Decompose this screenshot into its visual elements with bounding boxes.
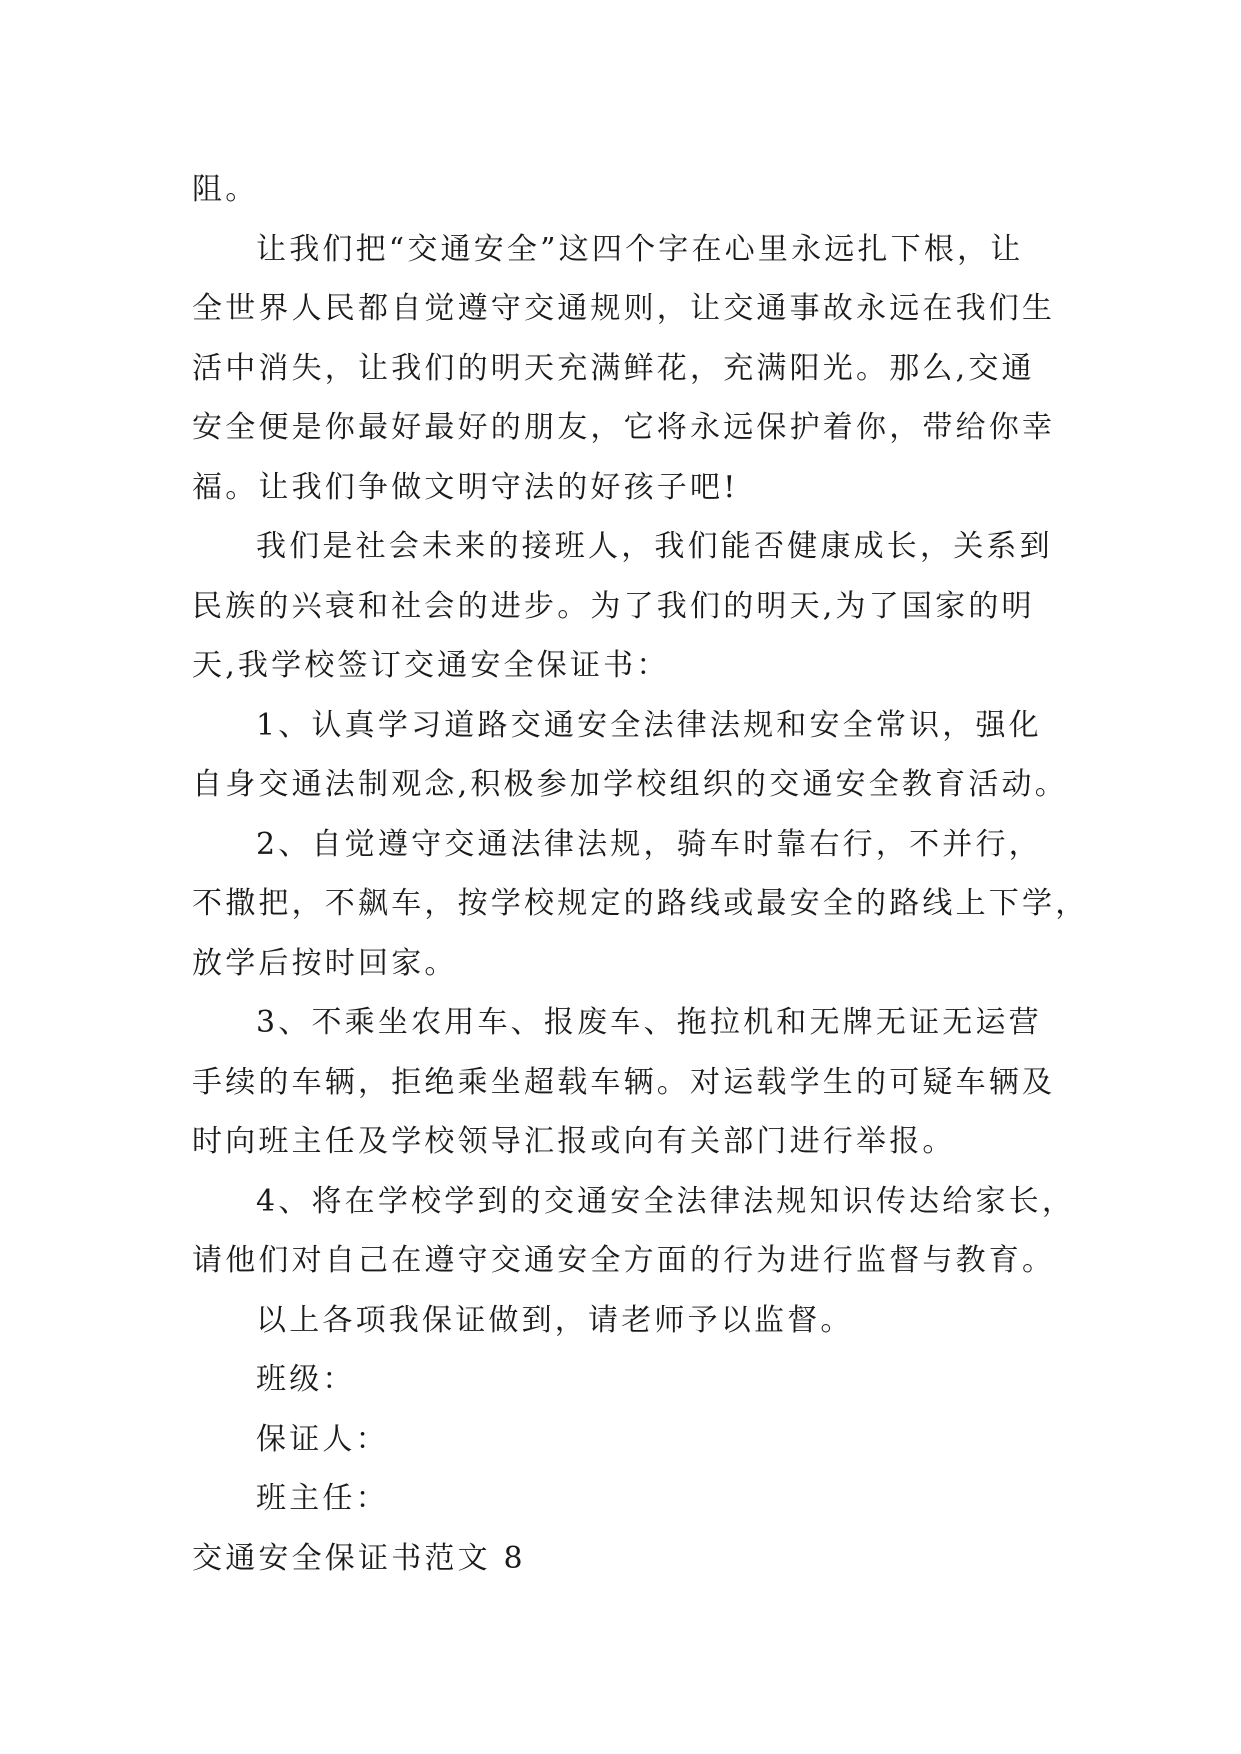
text-line: 让我们把“交通安全”这四个字在心里永远扎下根，让: [256, 231, 1024, 267]
document-body: [192, 160, 1089, 1588]
text-line: 时向班主任及学校领导汇报或向有关部门进行举报。: [192, 1124, 956, 1159]
class-field-label: 班级：: [256, 1362, 356, 1397]
text-line: 不撒把，不飙车，按学校规定的路线或最安全的路线上下学，: [192, 886, 1089, 921]
text-line: 天,我学校签订交通安全保证书：: [192, 648, 670, 683]
text-line: 活中消失，让我们的明天充满鲜花，充满阳光。那么,交通: [192, 350, 1035, 386]
text-line: 2、自觉遵守交通法律法规，骑车时靠右行，不并行，: [256, 826, 1042, 862]
head-teacher-field-label: 班主任：: [256, 1481, 389, 1516]
text-line: 1、认真学习道路交通安全法律法规和安全常识，强化: [256, 707, 1042, 743]
guarantor-field-label: 保证人：: [256, 1421, 389, 1457]
text-line: 3、不乘坐农用车、报废车、拖拉机和无牌无证无运营: [256, 1005, 1042, 1040]
text-line: 4、将在学校学到的交通安全法律法规知识传达给家长，: [256, 1183, 1076, 1219]
text-line: 全世界人民都自觉遵守交通规则，让交通事故永远在我们生: [192, 291, 1056, 326]
text-line: 福。让我们争做文明守法的好孩子吧!: [192, 469, 739, 505]
text-line: 请他们对自己在遵守交通安全方面的行为进行监督与教育。: [192, 1243, 1056, 1278]
section-heading: 交通安全保证书范文 8: [192, 1540, 526, 1576]
text-line: 自身交通法制观念,积极参加学校组织的交通安全教育活动。: [192, 767, 1068, 802]
text-line: 民族的兴衰和社会的进步。为了我们的明天,为了国家的明: [192, 588, 1035, 624]
text-line: 手续的车辆，拒绝乘坐超载车辆。对运载学生的可疑车辆及: [192, 1064, 1056, 1100]
text-line: 我们是社会未来的接班人，我们能否健康成长，关系到: [256, 529, 1053, 564]
text-line: 以上各项我保证做到，请老师予以监督。: [256, 1302, 854, 1338]
text-line: 安全便是你最好最好的朋友，它将永远保护着你，带给你幸: [192, 410, 1056, 445]
text-line: 阻。: [192, 172, 259, 207]
text-line: 放学后按时回家。: [192, 945, 458, 981]
